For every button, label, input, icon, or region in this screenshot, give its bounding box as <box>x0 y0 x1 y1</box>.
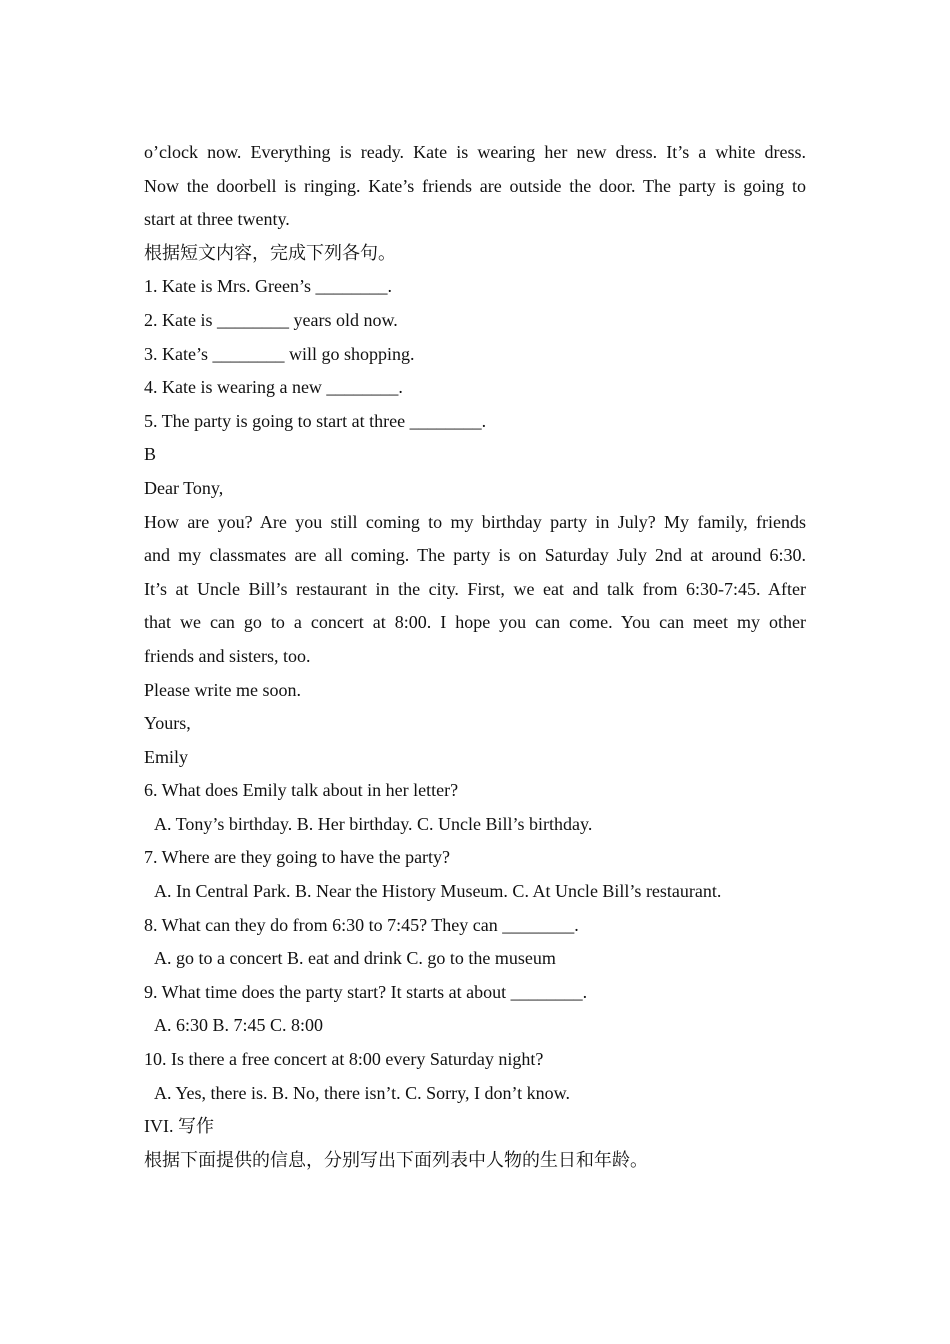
passage-a-line-1: o’clock now. Everything is ready. Kate is wearing her new dress. It’s a white dress. <box>144 142 806 162</box>
letter-body-line-1: How are you? Are you still coming to my birthday party in July? My family, friends <box>144 511 806 532</box>
question-9: 9. What time does the party start? It starts at about ________. <box>144 981 588 1002</box>
question-6-options: A. Tony’s birthday. B. Her birthday. C. Uncle Bill’s birthday. <box>154 813 593 834</box>
question-8-options: A. go to a concert B. eat and drink C. go to the museum <box>154 948 556 969</box>
question-5: 5. The party is going to start at three ________. <box>144 410 487 431</box>
question-10-options: A. Yes, there is. B. No, there isn’t. C. Sorry, I don’t know. <box>154 1082 570 1103</box>
letter-body-line-3: It’s at Uncle Bill’s restaurant in the city. First, we eat and talk from 6:30-7:45. After <box>144 578 806 599</box>
question-6: 6. What does Emily talk about in her letter? <box>144 780 459 801</box>
question-4: 4. Kate is wearing a new ________. <box>144 377 403 398</box>
passage-a-line-2: Now the doorbell is ringing. Kate’s friends are outside the door. The party is going to <box>144 175 806 196</box>
letter-body-line-5: friends and sisters, too. <box>144 645 311 666</box>
letter-body-line-2: and my classmates are all coming. The party is on Saturday July 2nd at around 6:30. <box>144 545 806 566</box>
section-b-label: B <box>144 444 157 465</box>
writing-instruction: 根据下面提供的信息，分别写出下面列表中人物的生日和年龄。 <box>144 1149 648 1170</box>
letter-closing-request: Please write me soon. <box>144 679 301 700</box>
question-3: 3. Kate’s ________ will go shopping. <box>144 343 415 364</box>
letter-salutation: Dear Tony, <box>144 477 224 498</box>
question-8: 8. What can they do from 6:30 to 7:45? They can ________. <box>144 914 579 935</box>
question-2: 2. Kate is ________ years old now. <box>144 309 398 330</box>
passage-a-line-3: start at three twenty. <box>144 209 290 230</box>
question-7: 7. Where are they going to have the party? <box>144 847 451 868</box>
letter-closing: Yours, <box>144 713 191 734</box>
letter-signature: Emily <box>144 746 188 767</box>
document-page <box>144 136 806 1177</box>
question-9-options: A. 6:30 B. 7:45 C. 8:00 <box>154 1015 324 1036</box>
passage-a-instruction: 根据短文内容，完成下列各句。 <box>144 242 396 263</box>
question-10: 10. Is there a free concert at 8:00 every Saturday night? <box>144 1049 544 1070</box>
question-7-options: A. In Central Park. B. Near the History Museum. C. At Uncle Bill’s restaurant. <box>154 881 722 902</box>
letter-body-line-4: that we can go to a concert at 8:00. I hope you can come. You can meet my other <box>144 612 806 633</box>
writing-heading: IVI. 写作 <box>144 1116 214 1137</box>
question-1: 1. Kate is Mrs. Green’s ________. <box>144 276 392 297</box>
